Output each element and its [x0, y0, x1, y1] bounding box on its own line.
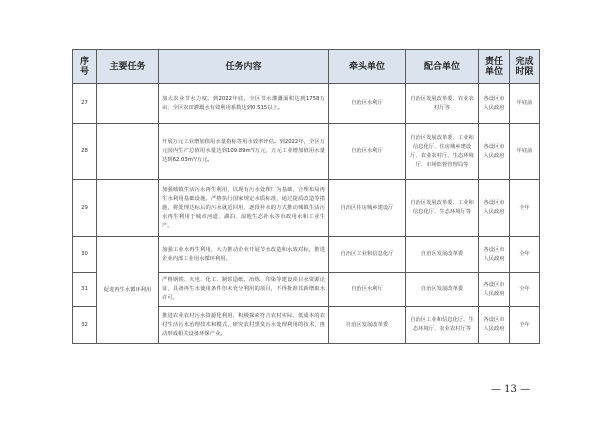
header-row — [73, 50, 540, 84]
resp-unit: 各设区市人民政府 — [479, 237, 510, 273]
deadline: 全年 — [510, 180, 540, 237]
table-row — [73, 237, 540, 273]
task-content: 加强工业水再生利用，大力推动企业开展节水改造和水效对标，推进企业内部工业用水循环利用。 — [159, 237, 329, 273]
resp-unit: 各设区市人民政府 — [479, 273, 510, 307]
resp-unit: 各设区市人民政府 — [479, 180, 510, 237]
header-cell: 序号 — [73, 50, 97, 84]
lead-unit: 自治区住房城乡建设厅 — [329, 180, 406, 237]
main-task-merged: 促进再生水循环利用 — [97, 237, 159, 344]
row-number: 27 — [73, 84, 97, 124]
coop-unit: 自治区发展改革委、农业农村厅等 — [406, 84, 479, 124]
task-content: 推进农业农村污水资源化利用，积极探索符合农村实际、低成本的农村生活污水治理技术和模式，研究农村黑臭污水处理利用的技术，推动形成相关设备环保产业。 — [159, 307, 329, 344]
lead-unit: 自治区水利厅 — [329, 124, 406, 180]
table-row — [73, 84, 540, 124]
row-number: 28 — [73, 124, 97, 180]
page-number: — 13 — — [491, 384, 531, 395]
row-number: 32 — [73, 307, 97, 344]
coop-unit: 自治区发展改革委 — [406, 237, 479, 273]
coop-unit: 自治区工业和信息化厅、生态环境厅、农业农村厅等 — [406, 307, 479, 344]
header-cell: 牵头单位 — [329, 50, 406, 84]
resp-unit: 各设区市人民政府 — [479, 124, 510, 180]
lead-unit: 自治区水利厅 — [329, 273, 406, 307]
row-number: 30 — [73, 237, 97, 273]
coop-unit: 自治区发展改革委、工业和信息化厅、生态环境厅等 — [406, 180, 479, 237]
lead-unit: 自治区工业和信息化厅 — [329, 237, 406, 273]
main-task-cell — [97, 84, 159, 124]
coop-unit: 自治区发展改革委 — [406, 273, 479, 307]
lead-unit: 自治区水利厅 — [329, 84, 406, 124]
row-number: 31 — [73, 273, 97, 307]
deadline: 全年 — [510, 273, 540, 307]
table-row — [73, 180, 540, 237]
task-content: 加强城镇生活污水再生利用，以现有污水处理厂为基础，合理布局再生水利用基础设施。严格执行国家规定水质标准，通过提质改造等措施，将处理达标后的污水就近回用，逐段补水的方式推动城镇生活污水再生利用于城市河道、湖泊、湿地生态补水等市政用水和工业生产。 — [159, 180, 329, 237]
header-cell: 责任单位 — [479, 50, 510, 84]
header-cell: 配合单位 — [406, 50, 479, 84]
task-content: 严格钢铁、火电、化工、制浆造纸、冶炼、印染等建设项目水资源论证，具备再生水使用条件但未充分利用的项目，不得批准其新增取水许可。 — [159, 273, 329, 307]
deadline: 全年 — [510, 237, 540, 273]
resp-unit: 各设区市人民政府 — [479, 84, 510, 124]
lead-unit: 自治区发展改革委 — [329, 307, 406, 344]
deadline: 年底前 — [510, 84, 540, 124]
deadline: 年底前 — [510, 124, 540, 180]
coop-unit: 自治区发展改革委、工业和信息化厅、住房城乡建设厅、农业农村厅、生态环境厅、市场监督管理局等 — [406, 124, 479, 180]
resp-unit: 各设区市人民政府 — [479, 307, 510, 344]
deadline: 全年 — [510, 307, 540, 344]
task-table — [72, 49, 540, 344]
header-cell: 主要任务 — [97, 50, 159, 84]
task-content: 开展万元工业增加值用水量指标等用水效率评估。到2022年，全区万元国内生产总值用水量达到109.89m³/万元，万元工业增加值用水量达到62.03m³/万元。 — [159, 124, 329, 180]
main-task-cell — [97, 124, 159, 180]
table-row — [73, 124, 540, 180]
task-content: 加大农业节水力度。到2022年底，全区节水灌溉面积达到1758万亩，全区农田灌溉水有效利用系数达到0.515以上。 — [159, 84, 329, 124]
header-cell: 完成时限 — [510, 50, 540, 84]
header-cell: 任务内容 — [159, 50, 329, 84]
main-task-cell — [97, 180, 159, 237]
row-number: 29 — [73, 180, 97, 237]
